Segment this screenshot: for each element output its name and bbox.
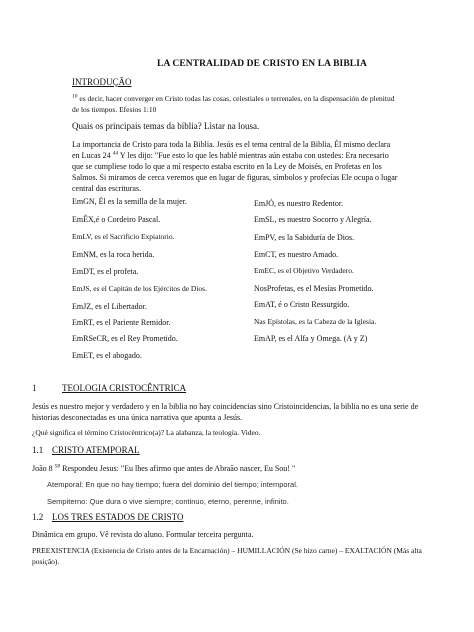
section-1-1-verse <box>32 463 295 474</box>
list-item-left: EmJZ, es el Libertador. <box>72 302 147 311</box>
atemporal-definition: Atemporal: En que no hay tiempo; fuera del dominio del tiempo; intemporal. <box>47 480 298 489</box>
list-item-left: EmNM, es la roca herida. <box>72 250 155 259</box>
section-title: CRISTO ATEMPORAL <box>52 445 140 455</box>
list-item-right: EmJÓ, es nuestro Redentor. <box>254 199 344 208</box>
list-item-left: EmÊX,é o Cordeiro Pascal. <box>72 215 161 224</box>
section-title: LOS TRES ESTADOS DE CRISTO <box>52 512 184 522</box>
list-item-right: EmPV, es la Sabiduría de Dios. <box>254 233 355 242</box>
section-number: 1 <box>32 383 37 393</box>
paragraph-verse-number: 44 <box>112 150 119 157</box>
list-item-right: EmSL, es nuestro Socorro y Alegría. <box>254 215 372 224</box>
verse-number: 10 <box>72 93 78 100</box>
list-item-right: EmEC, es el Objetivo Verdadero. <box>254 266 354 275</box>
section-number: 1.1 <box>32 445 44 455</box>
section-1-question: ¿Qué significa el término Cristocéntrico(a)? La alabanza, la teología. Video. <box>32 428 261 437</box>
verse-text: Respondeu Jesus: "Eu lhes afirmo que antes de Abraão nascer, Eu Sou! " <box>62 464 296 473</box>
verse-text: es decir, hacer converger en Cristo todas las cosas, celestiales o terrenales, en la dispensación de plenitud de los tiempos. Efesios 1:10 <box>72 94 395 114</box>
section-number: 1.2 <box>32 512 44 522</box>
section-1-2-dynamic: Dinâmica em grupo. Vê revista do aluno. Formular terceira pergunta. <box>32 530 254 539</box>
section-title: TEOLOGIA CRISTOCÊNTRICA <box>62 383 187 393</box>
list-item-left: EmDT, es el profeta. <box>72 267 139 276</box>
list-item-right: EmAP, es el Alfa y Omega. (A y Z) <box>254 334 368 343</box>
list-item-left: EmRT, es el Pariente Remidor. <box>72 318 171 327</box>
list-item-right: NosProfetas, es el Mesías Prometido. <box>254 284 374 293</box>
list-item-left: EmRSeCR, es el Rey Prometido. <box>72 334 178 343</box>
verse-reference: João 8 <box>32 464 53 473</box>
list-item-left: EmET, es el abogado. <box>72 351 142 360</box>
list-item-left: EmGN, Él es la semilla de la mujer. <box>72 197 187 206</box>
section-1-heading <box>32 383 186 395</box>
list-item-left: EmJS, es el Capitán de los Ejércitos de Dios. <box>72 284 207 293</box>
document-title: LA CENTRALIDAD DE CRISTO EN LA BIBLIA <box>157 59 367 69</box>
sempiterno-definition: Sempiterno: Que dura o vive siempre; continuo, eterno, perenne, infinito. <box>47 497 289 506</box>
section-1-2-states: PREEXISTENCIA (Existencia de Cristo antes de la Encarnación) – HUMILLACIÓN (Se hizo carne) – EXALTACIÓN (Más alta posição). <box>32 546 422 566</box>
list-item-left: EmLV, es el Sacrificio Expiatorio. <box>72 232 175 241</box>
intro-verse <box>72 94 402 115</box>
verse-number: 58 <box>54 463 61 470</box>
paragraph-part-b: Y les dijo: "Fue esto lo que les hablé mientras aún estaba con ustedes: Era necesario que se cumpliese todo lo que a mí respecto estaba escrito en la Ley de Moisés, en Profetas en los Salmos. Si miramos de cerca veremos que en lugar de figuras, símbolos y profecías Ele ocupa o lugar central das escrituras. <box>72 151 398 193</box>
section-1-1-heading <box>32 445 140 457</box>
intro-question: Quais os principais temas da bíblia? Listar na lousa. <box>72 121 260 131</box>
list-item-right: EmCT, es nuestro Amado. <box>254 250 339 259</box>
section-1-2-heading <box>32 512 183 524</box>
list-item-right: EmAT, é o Cristo Ressurgido. <box>254 300 350 309</box>
section-1-paragraph: Jesús es nuestro mejor y verdadero y en la biblia no hay coincidencias sino Cristoincidencias, la biblia no es una serie de historias desconectadas es una única narrativa que apunta a Jesús. <box>32 402 419 422</box>
paragraph-part-a: La importancia de Cristo para toda la Biblia. Jesús es el tema central de la Biblia, Él mismo declara en Lucas 24 <box>72 140 391 160</box>
intro-heading: INTRODUÇÃO <box>72 77 132 87</box>
intro-paragraph <box>72 139 398 194</box>
list-item-right: Nas Epístolas, es la Cabeza de la Iglesia. <box>254 317 377 326</box>
